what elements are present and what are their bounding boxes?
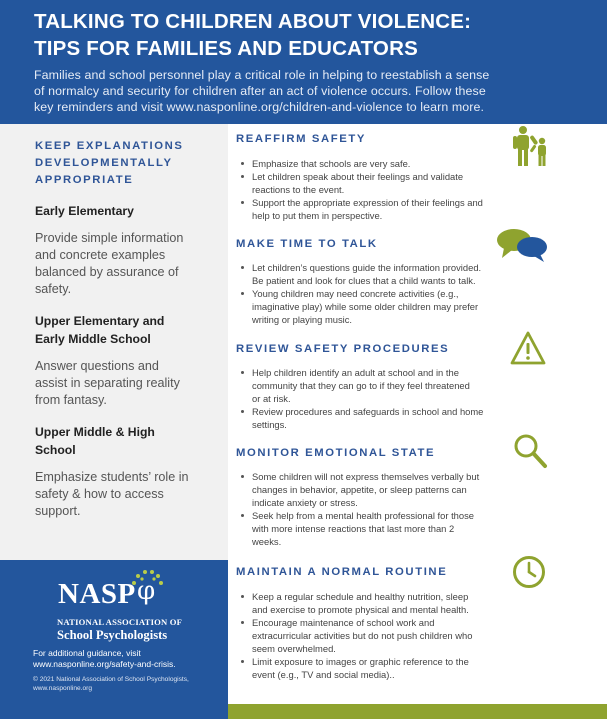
bullet-list <box>252 366 542 431</box>
bullet-line: writing or playing music. <box>252 314 353 325</box>
title-line: TALKING TO CHILDREN ABOUT VIOLENCE: <box>34 10 472 33</box>
intro-line: of normalcy and security for children after an act of violence occurs. Follow these <box>34 84 486 98</box>
level-title-line: School <box>35 443 76 457</box>
page-title <box>34 8 593 62</box>
bullet-line: extracurricular activities but do not push children who <box>252 630 473 641</box>
accent-footer-bar <box>228 704 607 719</box>
bullet-list <box>252 470 542 548</box>
list-item <box>252 170 542 196</box>
level-desc-line: safety & how to access <box>35 487 164 501</box>
developmental-heading <box>35 138 214 189</box>
heading-line: DEVELOPMENTALLY <box>35 157 173 169</box>
level-desc-line: Emphasize students’ role in <box>35 470 189 484</box>
bullet-line: help to put them in perspective. <box>252 210 383 221</box>
magnifier-icon <box>512 432 550 472</box>
bullet-line: Let children speak about their feelings and validate <box>252 171 464 182</box>
list-item <box>252 590 542 616</box>
speech-bubbles-icon <box>496 228 548 264</box>
level-description <box>35 469 214 520</box>
bullet-line: Encourage maintenance of school work and <box>252 617 435 628</box>
list-item <box>252 366 542 405</box>
level-desc-line: balanced by assurance of <box>35 265 179 279</box>
level-title-line: Upper Middle & High <box>35 425 155 439</box>
bullet-line: weeks. <box>252 536 282 547</box>
level-desc-line: support. <box>35 504 81 518</box>
copyright-link[interactable]: www.nasponline.org <box>33 685 93 692</box>
bullet-line: community that they can go to if they feel threatened <box>252 380 470 391</box>
list-item <box>252 261 542 287</box>
bullet-line: Limit exposure to images or graphic reference to the <box>252 656 469 667</box>
header-banner <box>0 0 607 124</box>
section-title: MAKE TIME TO TALK <box>236 238 378 250</box>
list-item <box>252 287 542 326</box>
level-title-line: Early Middle School <box>35 332 151 346</box>
guidance-line: For additional guidance, visit <box>33 648 141 658</box>
bullet-list <box>252 590 542 681</box>
level-description <box>35 358 214 409</box>
bullet-line: Emphasize that schools are very safe. <box>252 158 411 169</box>
bullet-line: Help children identify an adult at school and in the <box>252 367 459 378</box>
intro-text <box>34 67 593 115</box>
tips-column <box>228 124 607 704</box>
org-name-line1: NATIONAL ASSOCIATION OF <box>57 617 183 627</box>
developmental-panel <box>0 124 228 560</box>
bullet-line: indicate anxiety or stress. <box>252 497 358 508</box>
bullet-line: Be patient and look for clues that a child wants to talk. <box>252 275 476 286</box>
bullet-line: and exercise to promote physical and mental health. <box>252 604 469 615</box>
section-title: REAFFIRM SAFETY <box>236 133 367 145</box>
bullet-line: or at risk. <box>252 393 291 404</box>
heading-line: KEEP EXPLANATIONS <box>35 140 184 152</box>
bullet-line: Some children will not express themselves verbally but <box>252 471 480 482</box>
bullet-line: Young children may need concrete activities (e.g., <box>252 288 459 299</box>
intro-line: key reminders and visit www.nasponline.org/children-and-violence to learn more. <box>34 100 485 114</box>
list-item <box>252 157 542 170</box>
level-title-line: Early Elementary <box>35 204 134 218</box>
bullet-line: settings. <box>252 419 287 430</box>
psi-logo-symbol: φ <box>137 576 156 606</box>
level-desc-line: and concrete examples <box>35 248 166 262</box>
bullet-line: Keep a regular schedule and healthy nutrition, sleep <box>252 591 469 602</box>
bullet-line: Review procedures and safeguards in school and home <box>252 406 484 417</box>
bullet-line: Seek help from a mental health professional for those <box>252 510 475 521</box>
bullet-line: Let children’s questions guide the information provided. <box>252 262 482 273</box>
warning-icon <box>509 330 547 366</box>
section-title: REVIEW SAFETY PROCEDURES <box>236 343 450 355</box>
nasp-logo-text: NASP <box>58 578 136 610</box>
guidance-text <box>33 648 176 670</box>
bullet-line: Support the appropriate expression of their feelings and <box>252 197 483 208</box>
list-item <box>252 196 542 222</box>
level-desc-line: from fantasy. <box>35 393 107 407</box>
level-title-line: Upper Elementary and <box>35 314 165 328</box>
bullet-line: with more intense reactions that last more than 2 <box>252 523 455 534</box>
level-title <box>35 202 214 220</box>
copyright-text <box>33 675 189 693</box>
bullet-line: imaginative play) while some older children may prefer <box>252 301 479 312</box>
list-item <box>252 470 542 509</box>
list-item <box>252 655 542 681</box>
list-item <box>252 616 542 655</box>
title-line: TIPS FOR FAMILIES AND EDUCATORS <box>34 37 418 60</box>
bullet-line: event (e.g., TV and social media).. <box>252 669 395 680</box>
level-desc-line: safety. <box>35 282 72 296</box>
copyright-line: © 2021 National Association of School Psychologists, <box>33 676 189 683</box>
level-description <box>35 230 214 298</box>
level-desc-line: Answer questions and <box>35 359 159 373</box>
level-title <box>35 312 214 348</box>
guidance-link[interactable]: www.nasponline.org/safety-and-crisis. <box>33 659 176 669</box>
list-item <box>252 405 542 431</box>
bullet-line: seem overwhelmed. <box>252 643 336 654</box>
section-title: MONITOR EMOTIONAL STATE <box>236 447 436 459</box>
clock-icon <box>511 554 547 590</box>
level-title <box>35 423 214 459</box>
nasp-footer-panel <box>0 560 228 719</box>
level-desc-line: assist in separating reality <box>35 376 180 390</box>
bullet-list <box>252 261 542 326</box>
bullet-line: reactions to the event. <box>252 184 345 195</box>
level-desc-line: Provide simple information <box>35 231 184 245</box>
bullet-list <box>252 157 542 222</box>
bullet-line: changes in behavior, appetite, or sleep patterns can <box>252 484 467 495</box>
list-item <box>252 509 542 548</box>
heading-line: APPROPRIATE <box>35 174 134 186</box>
org-name-line2: School Psychologists <box>57 628 168 642</box>
intro-line: Families and school personnel play a critical role in helping to reestablish a sense <box>34 68 490 82</box>
section-title: MAINTAIN A NORMAL ROUTINE <box>236 566 448 578</box>
